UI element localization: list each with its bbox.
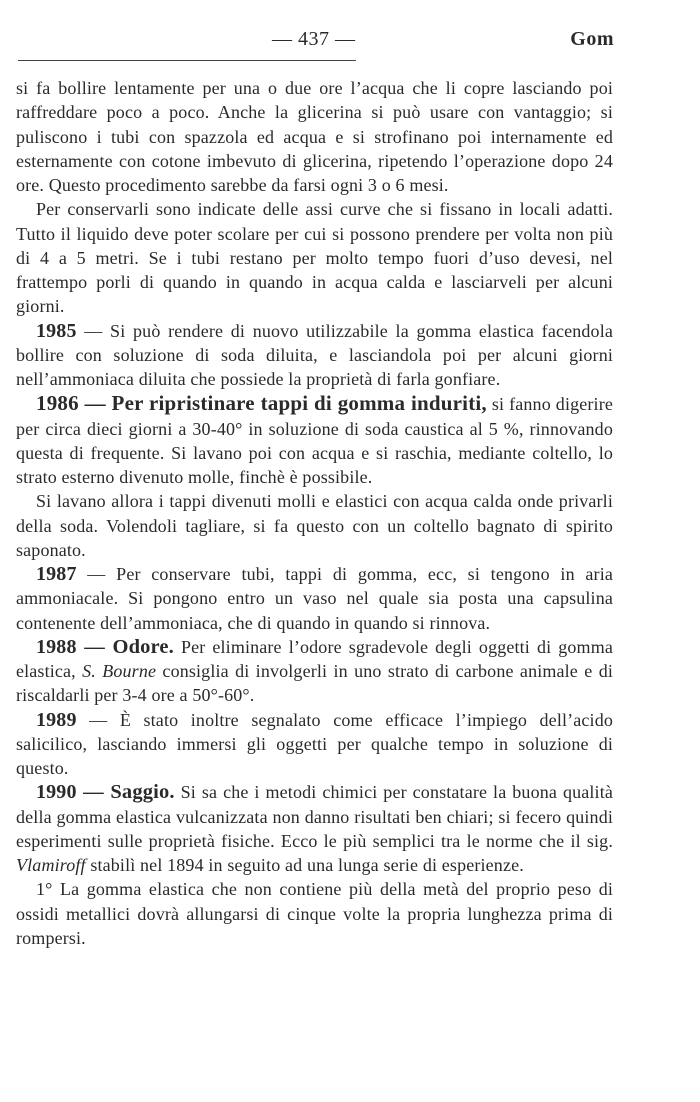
paragraph-text: si fa bollire lentamente per una o due ore l’acqua che li copre lasciando poi raffreddare poco a poco. Anche la glicerina si può usare con vantaggio; si puliscono i tubi con spazzola ed acqua e si strofinano poi internamente ed esternamente con cotone imbevuto di glicerina, ripetendo l’operazione dopo 24 ore. Questo procedimento sarebbe da farsi ogni 3 o 6 mesi. <box>16 78 613 195</box>
paragraph-text: Si sa che i metodi chimici per constatare la buona qualità della gomma elastica vulcanizzata non danno risultati ben chiari; si fecero quindi esperimenti sulle proprietà fisiche. Ecco le più semplici tra le norme che il sig. <box>16 782 613 851</box>
section-heading: — Odore. <box>76 635 174 658</box>
section-number: 1986 <box>36 391 79 416</box>
body-text <box>16 76 613 950</box>
paragraph-text: stabilì nel 1894 in seguito ad una lunga serie di esperienze. <box>85 855 524 875</box>
section-1987 <box>16 562 613 635</box>
section-1986 <box>16 391 613 489</box>
paragraph-text: Si lavano allora i tappi divenuti molli e elastici con acqua calda onde privarli della soda. Volendoli tagliare, si fa questo con un coltello bagnato di spirito saponato. <box>16 491 613 560</box>
author-name: Vlamiroff <box>16 855 86 875</box>
paragraph-text: Per eliminare l’odore sgradevole degli oggetti di gomma elastica, <box>16 636 613 681</box>
page-header <box>0 28 700 52</box>
section-number: 1990 <box>36 781 77 804</box>
page-number: — 437 — <box>272 28 356 50</box>
section-1985 <box>16 319 613 392</box>
section-heading: — Saggio. <box>76 781 175 804</box>
author-name: S. Bourne <box>82 661 157 681</box>
paragraph-text: Per conservarli sono indicate delle assi curve che si fissano in locali adatti. Tutto il liquido deve poter scolare per cui si possono prendere per volta non più di 4 a 5 metri. Se i tubi restano per molto tempo fuori d’uso devesi, nel frattempo porli di quando in quando in acqua calda e lasciarveli per alcuni giorni. <box>16 199 613 317</box>
paragraph-text: — Si può rendere di nuovo utilizzabile la gomma elastica facendola bollire con soluzione di soda diluita, e lasciandola poi per alcuni giorni nell’ammoniaca diluita che possiede la proprietà di farla gonfiare. <box>16 320 613 389</box>
section-number: 1985 <box>36 319 77 342</box>
paragraph-storage <box>16 197 613 318</box>
paragraph-text: si fanno digerire per circa dieci giorni a 30-40° in soluzione di soda caustica al 5 %, rinnovando questa di frequente. Si lavano poi con acqua e si raschia, mediante coltello, lo strato esterno divenuto molle, finchè è possibile. <box>16 394 613 487</box>
section-1989 <box>16 708 613 781</box>
paragraph-wash <box>16 489 613 562</box>
section-heading: — Per ripristinare tappi di gomma induriti, <box>78 391 487 416</box>
paragraph-rule-1 <box>16 877 613 950</box>
paragraph-text: 1° La gomma elastica che non contiene più della metà del proprio peso di ossidi metallici dovrà allungarsi di cinque volte la propria lunghezza prima di rompersi. <box>16 879 613 948</box>
paragraph-text: — Per conservare tubi, tappi di gomma, ecc, si tengono in aria ammoniacale. Si pongono entro un vaso nel quale sia posta una capsulina contenente dell’ammoniaca, che di quando in quando si rinnova. <box>16 564 613 633</box>
section-number: 1987 <box>36 563 77 585</box>
header-rule <box>18 60 356 61</box>
section-number: 1988 <box>36 635 77 658</box>
section-1990 <box>16 780 613 877</box>
section-number: 1989 <box>36 708 77 731</box>
paragraph-text: consiglia di involgerli in uno strato di carbone animale e di riscaldarli per 3-4 ore a 50°-60°. <box>16 661 613 706</box>
paragraph-text: — È stato inoltre segnalato come efficace l’impiego dell’acido salicilico, lasciando immersi gli oggetti per qualche tempo in soluzione di questo. <box>16 709 613 778</box>
paragraph-continuation <box>16 76 613 197</box>
running-head: Gom <box>570 28 614 50</box>
section-1988 <box>16 635 613 708</box>
